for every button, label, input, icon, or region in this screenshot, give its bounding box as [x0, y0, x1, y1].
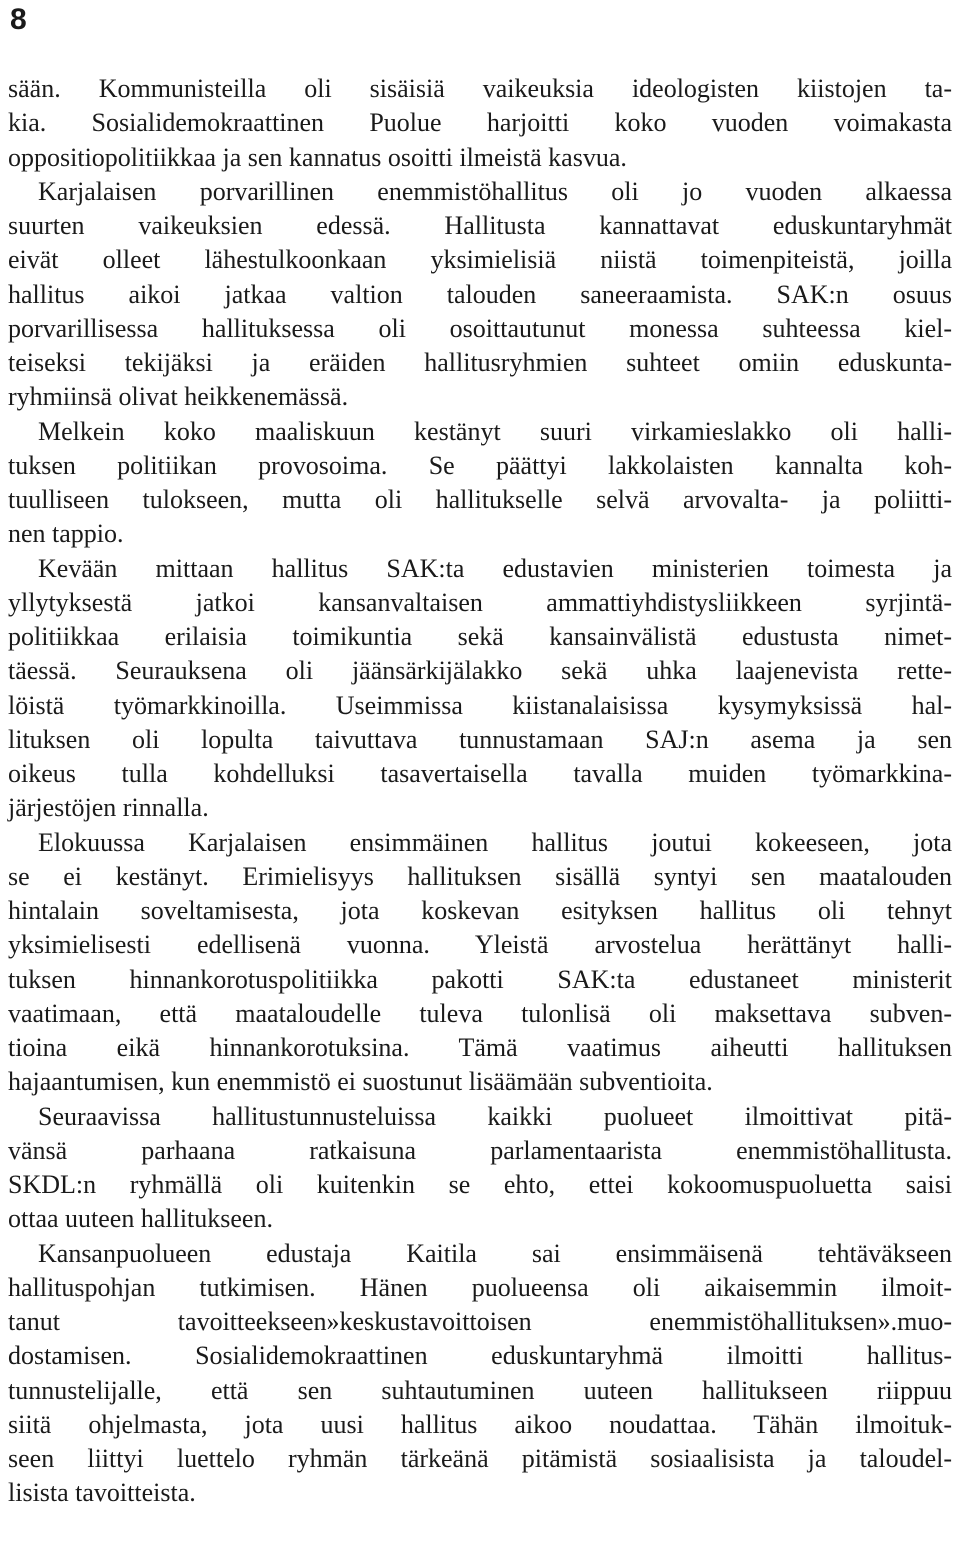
page-number: 8 — [10, 3, 27, 36]
text-line: järjestöjen rinnalla. — [8, 793, 209, 823]
text-line: oikeus tulla kohdelluksi tasavertaisella tavalla muiden työmarkkina- — [8, 759, 952, 788]
text-line: tunnustelijalle, että sen suhtautuminen uuteen hallitukseen riippuu — [8, 1375, 952, 1405]
text-line: teiseksi tekijäksi ja eräiden hallitusryhmien suhteet omiin eduskunta- — [8, 348, 952, 377]
text-line: tanut tavoitteekseen»keskustavoittoisen enemmistöhallituksen».muo- — [8, 1307, 952, 1336]
text-line: se ei kestänyt. Erimielisyys hallituksen sisällä syntyi sen maatalouden — [8, 861, 952, 891]
text-line: siitä ohjelmasta, jota uusi hallitus aikoo noudattaa. Tähän ilmoituk- — [8, 1409, 952, 1439]
text-line: eivät olleet lähestulkoonkaan yksimielisiä niistä toimenpiteistä, joilla — [8, 245, 952, 275]
text-line: tioina eikä hinnankorotuksina. Tämä vaatimus aiheutti hallituksen — [8, 1033, 952, 1062]
text-line: hajaantumisen, kun enemmistö ei suostunut lisäämään subventioita. — [8, 1067, 713, 1097]
text-line: Kansanpuolueen edustaja Kaitila sai ensimmäisenä tehtäväkseen — [38, 1238, 952, 1268]
text-line: löistä työmarkkinoilla. Useimmissa kiistanalaisissa kysymyksissä hal- — [8, 690, 952, 720]
text-line: ryhmiinsä olivat heikkenemässä. — [8, 382, 349, 412]
text-line: tuksen politiikan provosoima. Se päättyi lakkolaisten kannalta koh- — [8, 450, 952, 480]
text-line: Kevään mittaan hallitus SAK:ta edustavien ministerien toimesta ja — [38, 553, 952, 583]
text-line: lituksen oli lopulta taivuttava tunnustamaan SAJ:n asema ja sen — [8, 724, 952, 754]
body-text — [8, 72, 952, 1511]
text-line: nen tappio. — [8, 519, 124, 549]
text-line: Melkein koko maaliskuun kestänyt suuri virkamieslakko oli halli- — [38, 416, 952, 446]
text-line: suurten vaikeuksien edessä. Hallitusta kannattavat eduskuntaryhmät — [8, 211, 952, 240]
text-line: tuulliseen tulokseen, mutta oli hallitukselle selvä arvovalta- ja poliitti- — [8, 485, 952, 514]
text-line: Seuraavissa hallitustunnusteluissa kaikki puolueet ilmoittivat pitä- — [38, 1101, 952, 1131]
text-line: Elokuussa Karjalaisen ensimmäinen hallitus joutui kokeeseen, jota — [38, 827, 952, 857]
text-line: lisista tavoitteista. — [8, 1478, 196, 1508]
text-line: hallituspohjan tutkimisen. Hänen puolueensa oli aikaisemmin ilmoit- — [8, 1272, 952, 1302]
text-line: hallitus aikoi jatkaa valtion talouden saneeraamista. SAK:n osuus — [8, 279, 952, 309]
text-line: ottaa uuteen hallitukseen. — [8, 1204, 273, 1234]
text-line: hintalain soveltamisesta, jota koskevan esityksen hallitus oli tehnyt — [8, 896, 952, 925]
text-line: oppositiopolitiikkaa ja sen kannatus osoitti ilmeistä kasvua. — [8, 142, 627, 172]
text-line: Karjalaisen porvarillinen enemmistöhallitus oli jo vuoden alkaessa — [38, 176, 952, 206]
text-line: sään. Kommunisteilla oli sisäisiä vaikeuksia ideologisten kiistojen ta- — [8, 74, 952, 103]
text-line: politiikkaa erilaisia toimikuntia sekä kansainvälistä edustusta nimet- — [8, 622, 952, 651]
text-line: täessä. Seurauksena oli jäänsärkijälakko sekä uhka laajenevista rette- — [8, 656, 952, 686]
text-line: SKDL:n ryhmällä oli kuitenkin se ehto, ettei kokoomuspuoluetta saisi — [8, 1170, 952, 1199]
text-line: dostamisen. Sosialidemokraattinen eduskuntaryhmä ilmoitti hallitus- — [8, 1341, 952, 1371]
text-line: seen liittyi luettelo ryhmän tärkeänä pitämistä sosiaalisista ja taloudel- — [8, 1444, 952, 1473]
text-line: vänsä parhaana ratkaisuna parlamentaarista enemmistöhallitusta. — [8, 1135, 952, 1165]
text-line: vaatimaan, että maataloudelle tuleva tulonlisä oli maksettava subven- — [8, 998, 952, 1028]
text-line: tuksen hinnankorotuspolitiikka pakotti SAK:ta edustaneet ministerit — [8, 964, 952, 994]
text-line: kia. Sosialidemokraattinen Puolue harjoitti koko vuoden voimakasta — [8, 108, 952, 138]
text-line: porvarillisessa hallituksessa oli osoittautunut monessa suhteessa kiel- — [8, 313, 952, 343]
text-line: yksimielisesti edellisenä vuonna. Yleistä arvostelua herättänyt halli- — [8, 930, 952, 960]
text-line: yllytyksestä jatkoi kansanvaltaisen ammattiyhdistysliikkeen syrjintä- — [8, 587, 952, 617]
